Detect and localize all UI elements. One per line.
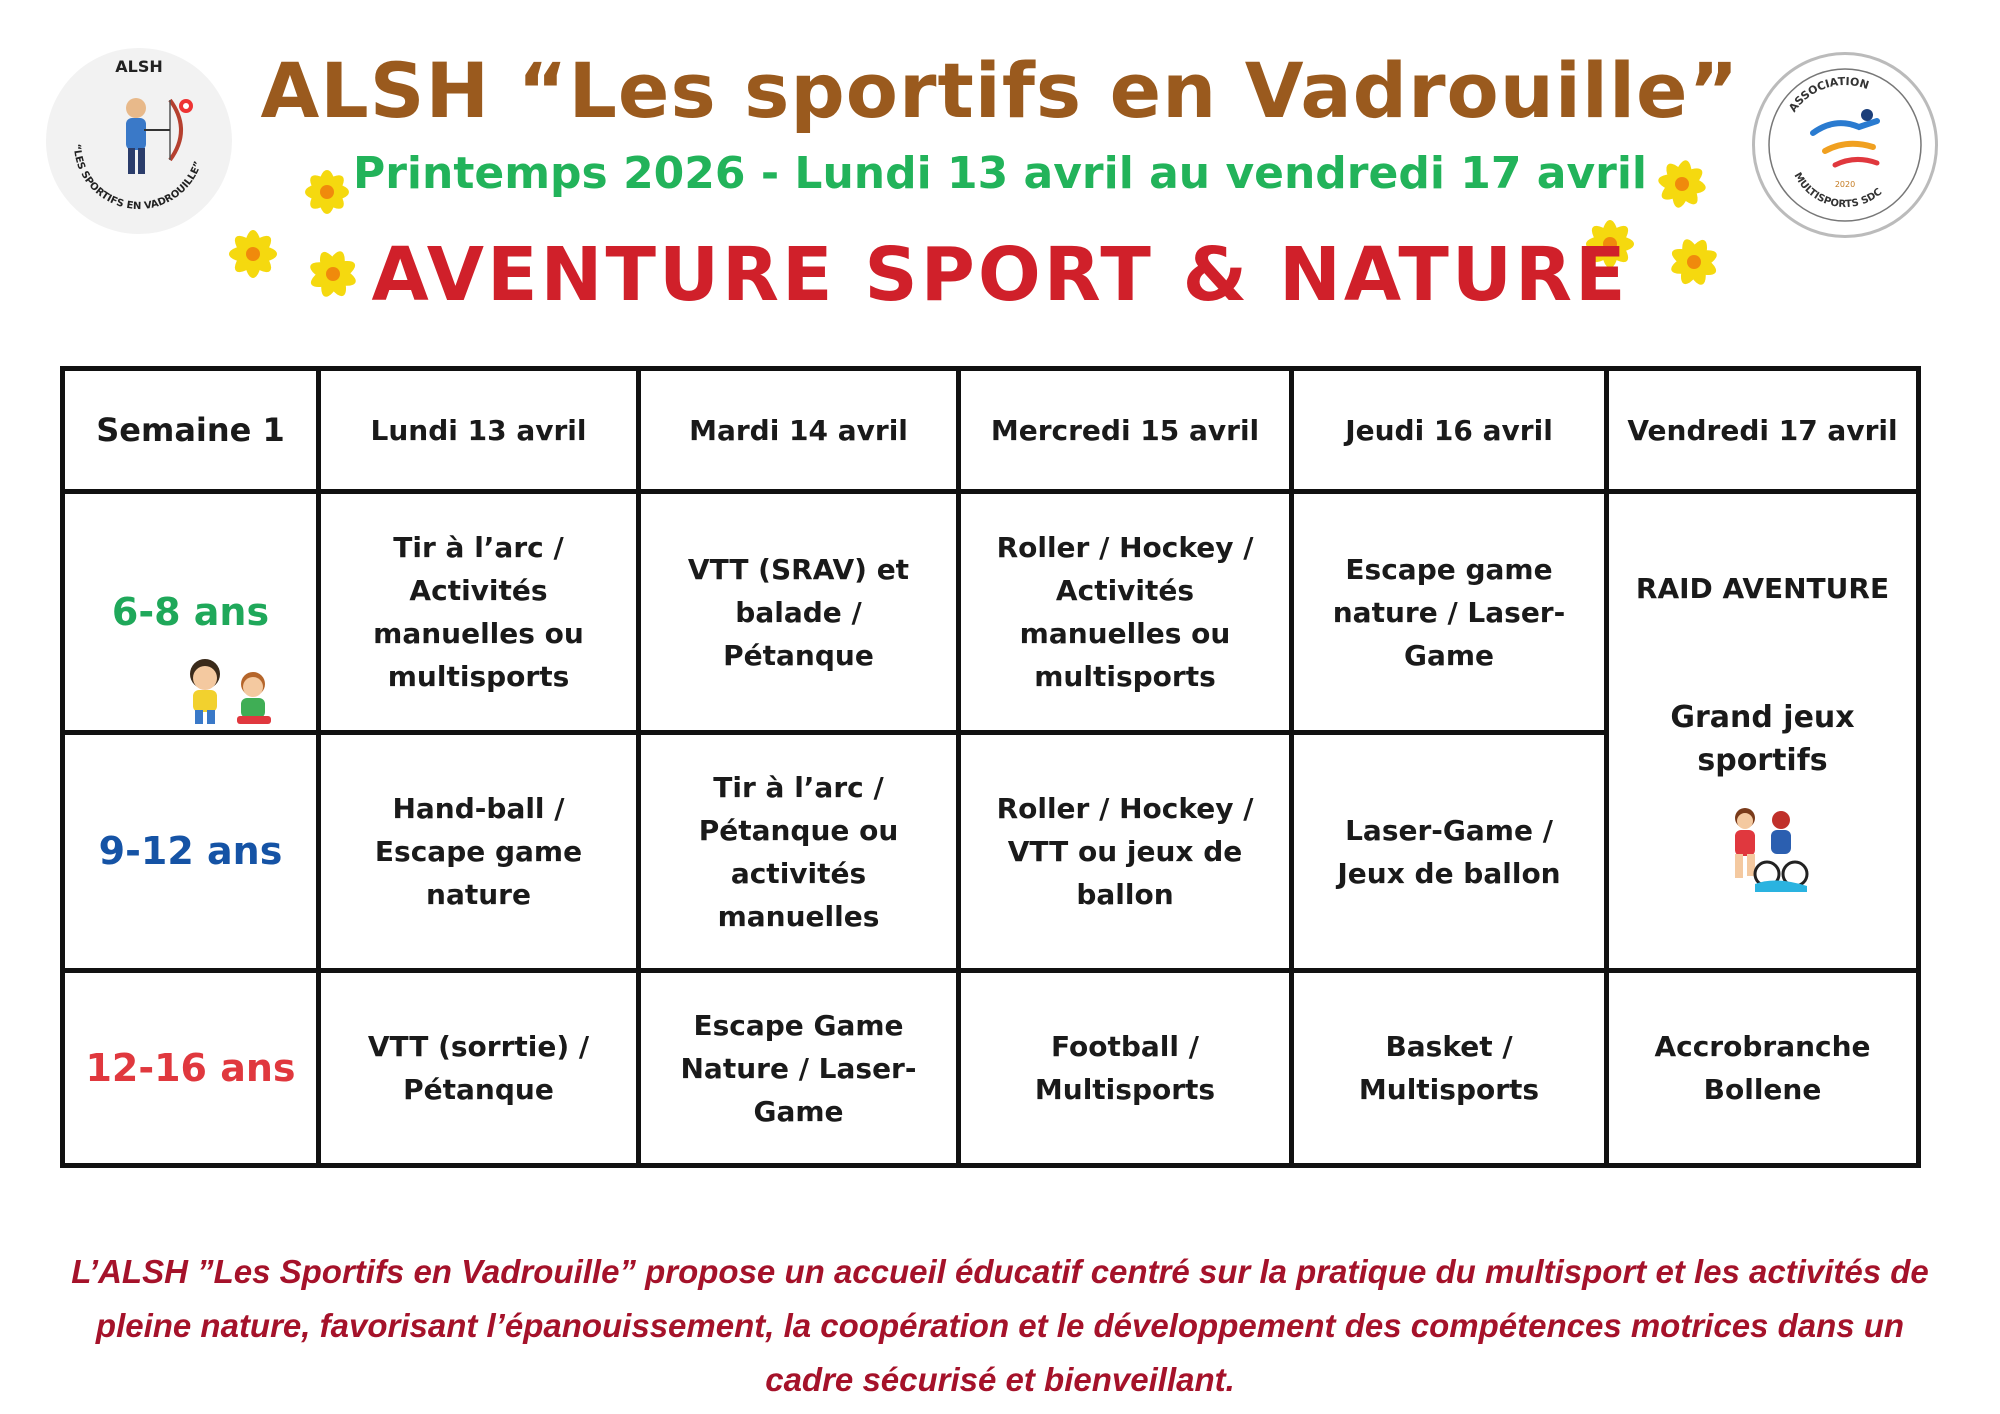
table-row	[63, 492, 1919, 733]
svg-text:ALSH: ALSH	[115, 57, 163, 76]
svg-text:MULTISPORTS SDC: MULTISPORTS SDC	[1791, 170, 1885, 211]
activity-cell: Laser-Game / Jeux de ballon	[1292, 733, 1607, 971]
day-header-tuesday: Mardi 14 avril	[639, 369, 959, 492]
activity-cell: Escape game nature / Laser-Game	[1292, 492, 1607, 733]
activity-cell: Tir à l’arc / Pétanque ou activités manuelles	[639, 733, 959, 971]
page-headline: AVENTURE SPORT & NATURE	[371, 232, 1629, 318]
activity-cell: Football / Multisports	[959, 971, 1292, 1166]
activity-cell: Escape Game Nature / Laser-Game	[639, 971, 959, 1166]
raid-title: RAID AVENTURE	[1635, 571, 1890, 605]
description-footer: L’ALSH ”Les Sportifs en Vadrouille” propose un accueil éducatif centré sur la pratique du multisport et les activités de pleine nature, favorisant l’épanouissement, la coopération et le développement des compétences motrices dans un cadre sécurisé et bienveillant.	[71, 1253, 1929, 1398]
day-header-monday: Lundi 13 avril	[319, 369, 639, 492]
svg-text:2020: 2020	[1834, 180, 1856, 189]
activity-cell: VTT (sorrtie) / Pétanque	[319, 971, 639, 1166]
raid-subtitle: Grand jeux sportifs	[1670, 699, 1855, 778]
age-group-label: 9-12 ans	[63, 733, 319, 971]
activity-cell: VTT (SRAV) et balade / Pétanque	[639, 492, 959, 733]
age-group-label: 12-16 ans	[63, 971, 319, 1166]
friday-raid-cell	[1607, 492, 1919, 971]
day-header-friday: Vendredi 17 avril	[1607, 369, 1919, 492]
day-header-thursday: Jeudi 16 avril	[1292, 369, 1607, 492]
activity-cell: Basket / Multisports	[1292, 971, 1607, 1166]
page-subtitle: Printemps 2026 - Lundi 13 avril au vendredi 17 avril	[352, 148, 1648, 199]
activity-cell: Hand-ball / Escape game nature	[319, 733, 639, 971]
table-row	[63, 971, 1919, 1166]
svg-text:ASSOCIATION: ASSOCIATION	[1786, 74, 1871, 115]
activity-cell: Accrobranche Bollene	[1607, 971, 1919, 1166]
activity-cell: Roller / Hockey / VTT ou jeux de ballon	[959, 733, 1292, 971]
activity-cell: Roller / Hockey / Activités manuelles ou multisports	[959, 492, 1292, 733]
activity-cell: Tir à l’arc / Activités manuelles ou multisports	[319, 492, 639, 733]
table-header-row	[63, 369, 1919, 492]
age-group-label	[63, 492, 319, 733]
age-group-text: 6-8 ans	[111, 589, 270, 634]
page-title: ALSH “Les sportifs en Vadrouille”	[260, 46, 1740, 135]
day-header-wednesday: Mercredi 15 avril	[959, 369, 1292, 492]
runners-illustration-icon	[1715, 800, 1811, 896]
kids-illustration-icon	[175, 654, 285, 730]
schedule-table	[60, 366, 1921, 1168]
week-label: Semaine 1	[63, 369, 319, 492]
svg-text:“LES SPORTIFS EN VADROUILLE”: “LES SPORTIFS EN VADROUILLE”	[70, 143, 205, 213]
